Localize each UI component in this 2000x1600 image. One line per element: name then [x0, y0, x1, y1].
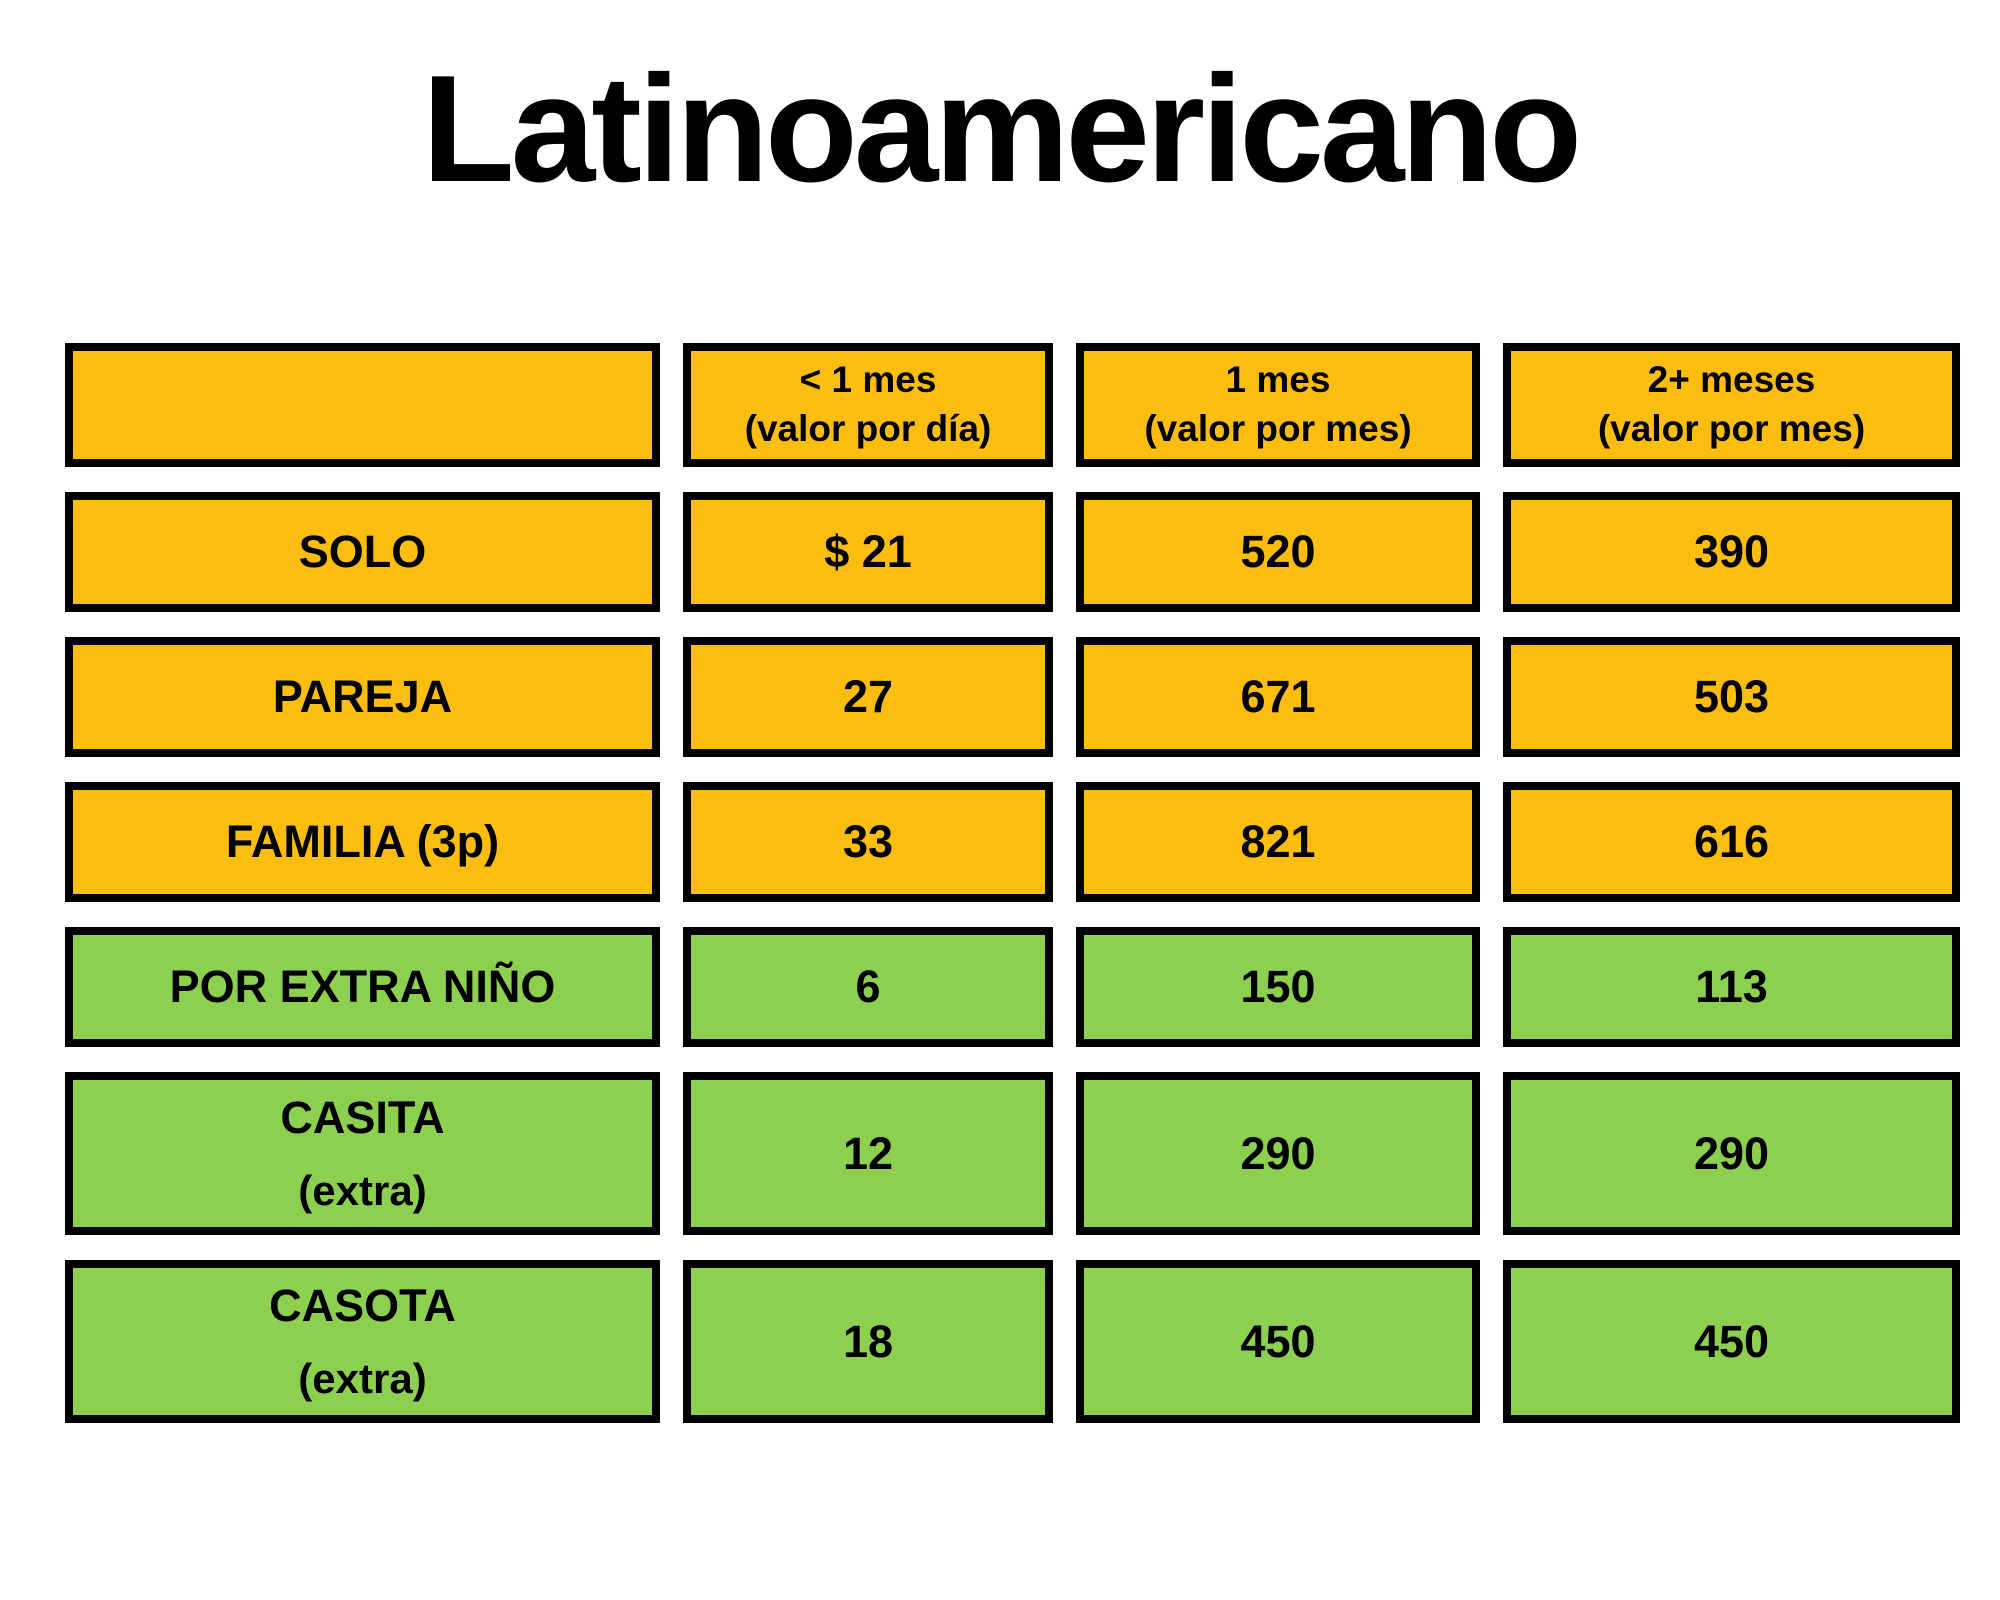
row-extra-nino-value-1-mes: 150 [1076, 927, 1480, 1047]
row-pareja-label: PAREJA [65, 637, 660, 757]
row-casota-label [65, 1260, 660, 1423]
row-extra-nino-value-per-day: 6 [683, 927, 1053, 1047]
header-line2: (valor por mes) [1597, 408, 1866, 449]
row-familia-value-2plus-meses: 616 [1503, 782, 1960, 902]
row-solo-label: SOLO [65, 492, 660, 612]
row-casita-value-1-mes: 290 [1076, 1072, 1480, 1235]
header-line2: (valor por mes) [1144, 408, 1412, 449]
header-line1: 2+ meses [1647, 359, 1816, 401]
row-familia-value-1-mes: 821 [1076, 782, 1480, 902]
row-casota-label-main: CASOTA [269, 1279, 456, 1331]
row-solo-value-2plus-meses: 390 [1503, 492, 1960, 612]
row-casota-label-sub: (extra) [298, 1355, 427, 1403]
header-line2: (valor por día) [744, 408, 992, 449]
header-line1: 1 mes [1225, 359, 1331, 401]
pricing-table [65, 343, 1960, 1423]
row-solo-value-1-mes: 520 [1076, 492, 1480, 612]
row-familia-label: FAMILIA (3p) [65, 782, 660, 902]
header-col-2plus-meses [1503, 343, 1960, 467]
row-extra-nino-value-2plus-meses: 113 [1503, 927, 1960, 1047]
row-pareja-value-2plus-meses: 503 [1503, 637, 1960, 757]
row-extra-nino-label: POR EXTRA NIÑO [65, 927, 660, 1047]
row-casota-value-2plus-meses: 450 [1503, 1260, 1960, 1423]
header-col-1-mes [1076, 343, 1480, 467]
row-casota-value-1-mes: 450 [1076, 1260, 1480, 1423]
row-casita-value-per-day: 12 [683, 1072, 1053, 1235]
row-familia-value-per-day: 33 [683, 782, 1053, 902]
row-pareja-value-per-day: 27 [683, 637, 1053, 757]
header-empty-cell [65, 343, 660, 467]
row-pareja-value-1-mes: 671 [1076, 637, 1480, 757]
row-solo-value-per-day: $ 21 [683, 492, 1053, 612]
row-casita-label [65, 1072, 660, 1235]
header-line1: < 1 mes [799, 359, 937, 401]
page-title: Latinoamericano [421, 44, 1579, 214]
header-col-less-1-mes [683, 343, 1053, 467]
row-casita-value-2plus-meses: 290 [1503, 1072, 1960, 1235]
row-casita-label-main: CASITA [280, 1091, 445, 1143]
row-casita-label-sub: (extra) [298, 1167, 427, 1215]
row-casota-value-per-day: 18 [683, 1260, 1053, 1423]
